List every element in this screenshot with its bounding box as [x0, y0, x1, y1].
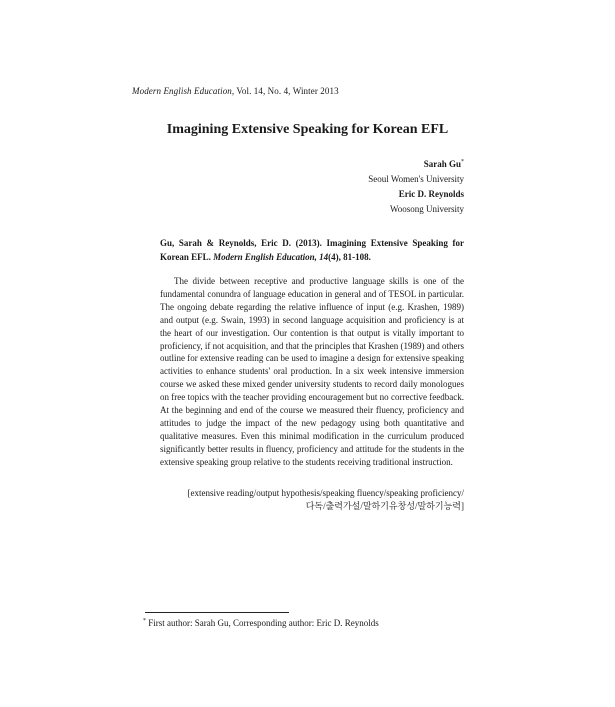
author-2	[368, 187, 464, 202]
citation-suffix: (4), 81-108.	[328, 252, 371, 262]
citation	[160, 236, 464, 264]
abstract: The divide between receptive and productive language skills is one of the fundamental conundra of language education in general and of TESOL in particular. The ongoing debate regarding the relative influence of input (e.g. Krashen, 1989) and output (e.g. Swain, 1993) in second language acquisition and proficiency is at the heart of our investigation. Our contention is that output is vitally important to proficiency, if not acquisition, and that the principles that Krashen (1989) and others outline for extensive reading can be used to imagine a design for extensive speaking activities to enhance students' oral production. In a six week intensive immersion course we asked these mixed gender university students to record daily monologues on free topics with the teacher providing encouragement but no corrective feedback. At the beginning and end of the course we measured their fluency, proficiency and attitudes to judge the impact of the new pedagogy using both quantitative and qualitative measures. Even this minimal modification in the curriculum produced significantly better results in fluency, proficiency and attitude for the students in the extensive speaking group relative to the students receiving traditional instruction.	[160, 276, 464, 467]
footnote-marker: *	[143, 618, 146, 624]
footnote	[143, 618, 379, 628]
footnote-divider	[145, 612, 289, 613]
author-block	[368, 155, 464, 217]
author-affiliation: Woosong University	[389, 204, 464, 214]
author-name: Sarah Gu	[423, 159, 461, 169]
running-header	[132, 86, 339, 96]
author-affiliation: Seoul Women's University	[368, 174, 464, 184]
footnote-text: First author: Sarah Gu, Corresponding author: Eric D. Reynolds	[146, 618, 379, 628]
keywords	[188, 487, 464, 513]
author-name: Eric D. Reynolds	[398, 189, 464, 199]
paper-title: Imagining Extensive Speaking for Korean EFL	[166, 122, 449, 137]
citation-prefix: Gu, Sarah & Reynolds, Eric D. (2013). Imagining Extensive Speaking for Korean EFL.	[160, 238, 464, 262]
author-footnote-marker: *	[461, 159, 464, 165]
header-issue: Vol. 14, No. 4, Winter 2013	[234, 86, 339, 96]
keywords-korean: 다독/출력가설/말하기유창성/말하기능력]	[305, 501, 464, 511]
author-1	[368, 155, 464, 172]
citation-journal: Modern English Education, 14	[213, 252, 329, 262]
keywords-english: [extensive reading/output hypothesis/speaking fluency/speaking proficiency/	[187, 488, 464, 498]
header-journal: Modern English Education,	[132, 86, 235, 96]
